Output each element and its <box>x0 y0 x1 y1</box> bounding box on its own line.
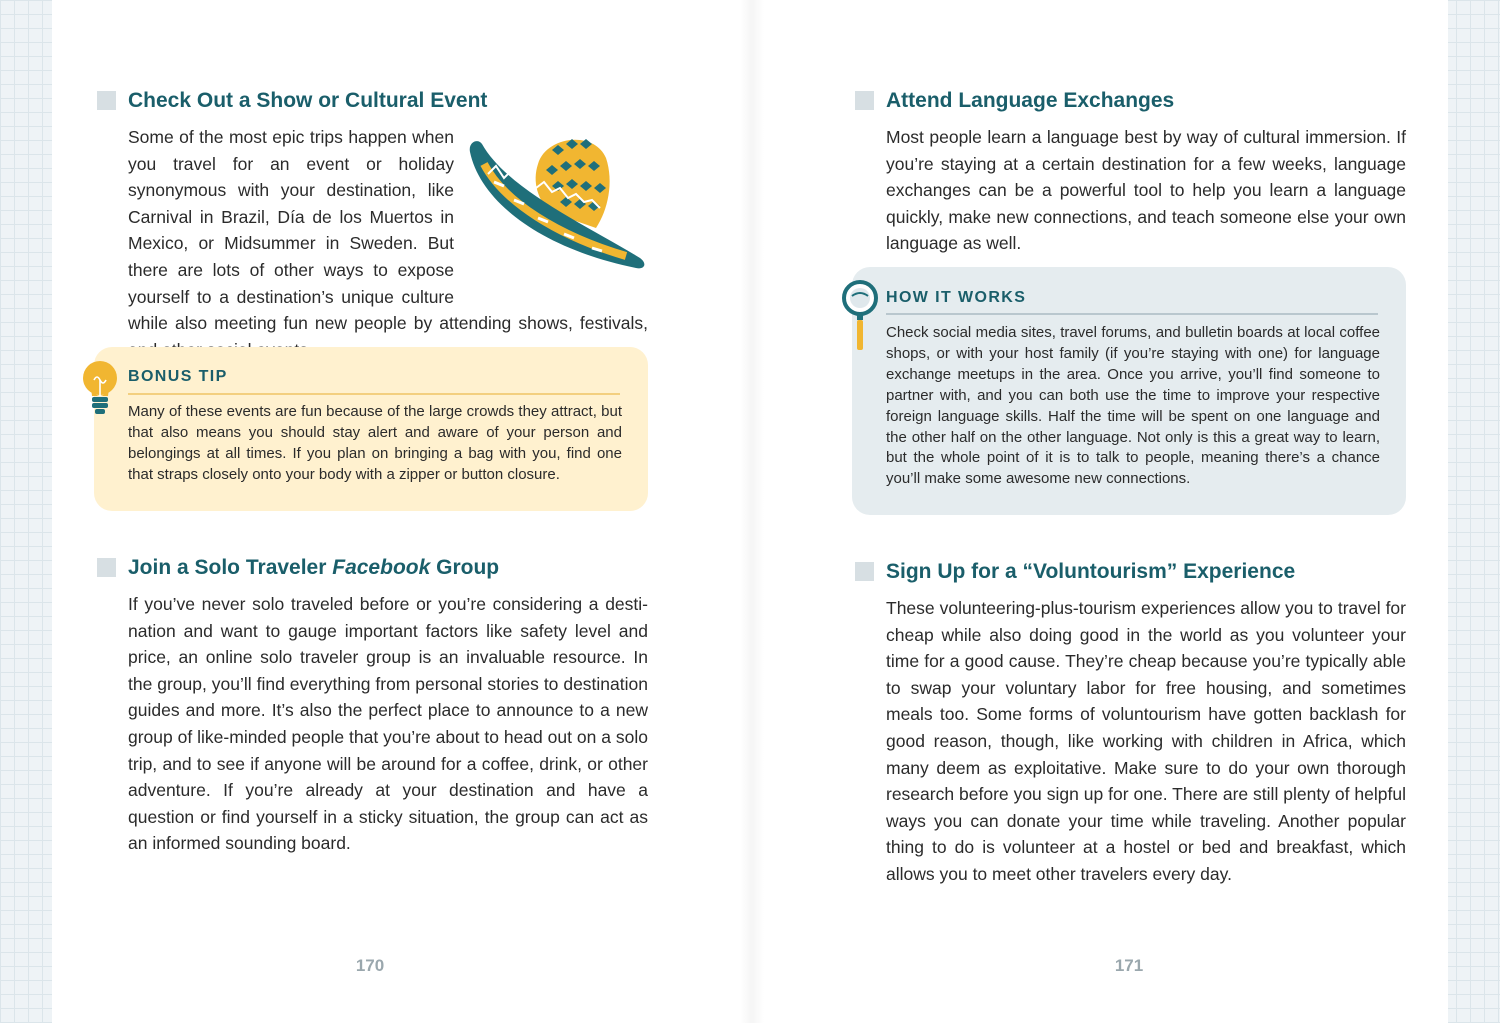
magnifying-glass-icon <box>842 280 878 352</box>
page-number-right: 171 <box>1114 956 1144 975</box>
page-number-left: 170 <box>355 956 385 975</box>
how-it-works-label: HOW IT WORKS <box>886 289 1027 306</box>
bonus-tip-text: Many of these events are fun because of the large crowds they attract, but that also means you should stay alert and aware of your person and belongings at all times. If you plan on bringing a bag with you, find one that straps closely onto your body with a zipper or button closure. <box>128 403 622 483</box>
title-prefix: Join a Solo Traveler <box>128 556 333 579</box>
lightbulb-icon <box>82 360 118 418</box>
section-title-cultural-event: Check Out a Show or Cultural Event <box>128 89 488 112</box>
bonus-tip-label: BONUS TIP <box>128 368 228 385</box>
book-gutter <box>740 0 764 1023</box>
paragraph-facebook-group: If you’ve never solo traveled before or you’re considering a destination and want to gauge important factors like safety level and price, an online solo traveler group is an invaluable resource. In the group, you’ll find everything from personal stories to destination guides and more. It’s also the perfect place to announce to a new group of like-minded people that you’re about to head out on a solo trip, and to see if anyone will be around for a coffee, drink, or other adventure. If you’re already at your destination and have a question or find yourself in a sticky situation, the group can act as an informed sounding board. <box>128 594 648 854</box>
paragraph-cultural-event: Some of the most epic trips happen when you travel for an event or holiday synonymous with your destination, like Carnival in Brazil, Día de los Muertos in Mexico, or Midsummer in Sweden. But there are lots of other ways to expose yourself to a destination’s unique culture while also meeting fun new people by attending shows, festivals, <box>128 127 648 334</box>
section-title-voluntourism: Sign Up for a “Voluntourism” Experience <box>886 560 1296 583</box>
section-marker-square <box>855 91 874 110</box>
section-marker-square <box>97 91 116 110</box>
title-italic: Facebook <box>332 556 431 579</box>
section-marker-square <box>855 562 874 581</box>
how-it-works-rule <box>886 313 1378 315</box>
section-marker-square <box>97 558 116 577</box>
title-suffix: Group <box>430 556 500 579</box>
section-title-facebook-group <box>128 555 499 581</box>
paragraph-voluntourism: These volunteering-plus-tourism experiences allow you to travel for cheap while also doing good in the world as you volunteer your time for a good cause. They’re cheap because you’re typically able to swap your voluntary labor for free housing, and sometimes meals too. Some forms of voluntourism have gotten backlash for good reason, though, like working with children in Africa, which many deem as exploitative. Make sure to do your own thorough research before you sign up for one. There are still plenty of helpful ways you can donate your time while traveling. Another popular thing to do is volunteer at a hostel or bed and breakfast, which allows you to meet other travelers every day. <box>886 598 1406 884</box>
bonus-tip-rule <box>128 393 620 395</box>
section-title-language-exchanges: Attend Language Exchanges <box>886 89 1175 112</box>
how-it-works-text: Check social media sites, travel forums, and bulletin boards at local coffee shops, or with your host family (if you’re staying with one) for language exchange meetups in the area. Once you arrive, you’ll find someone to partner with, and you can both use the time to improve your respective foreign language skills. Half the time will be spent on one language and the other half on the other language. Not only is this a great way to learn, but the whole point of it is to talk to people, meaning there’s a chance you’ll make some awesome new connections. <box>886 324 1380 488</box>
paragraph-language-exchanges: Most people learn a language best by way of cultural immersion. If you’re staying at a certain destination for a few weeks, language exchanges can be a powerful tool to help you learn a language quickly, make new connections, and teach someone else your own language as well. <box>886 127 1406 254</box>
section-body-cultural-event <box>128 124 648 363</box>
